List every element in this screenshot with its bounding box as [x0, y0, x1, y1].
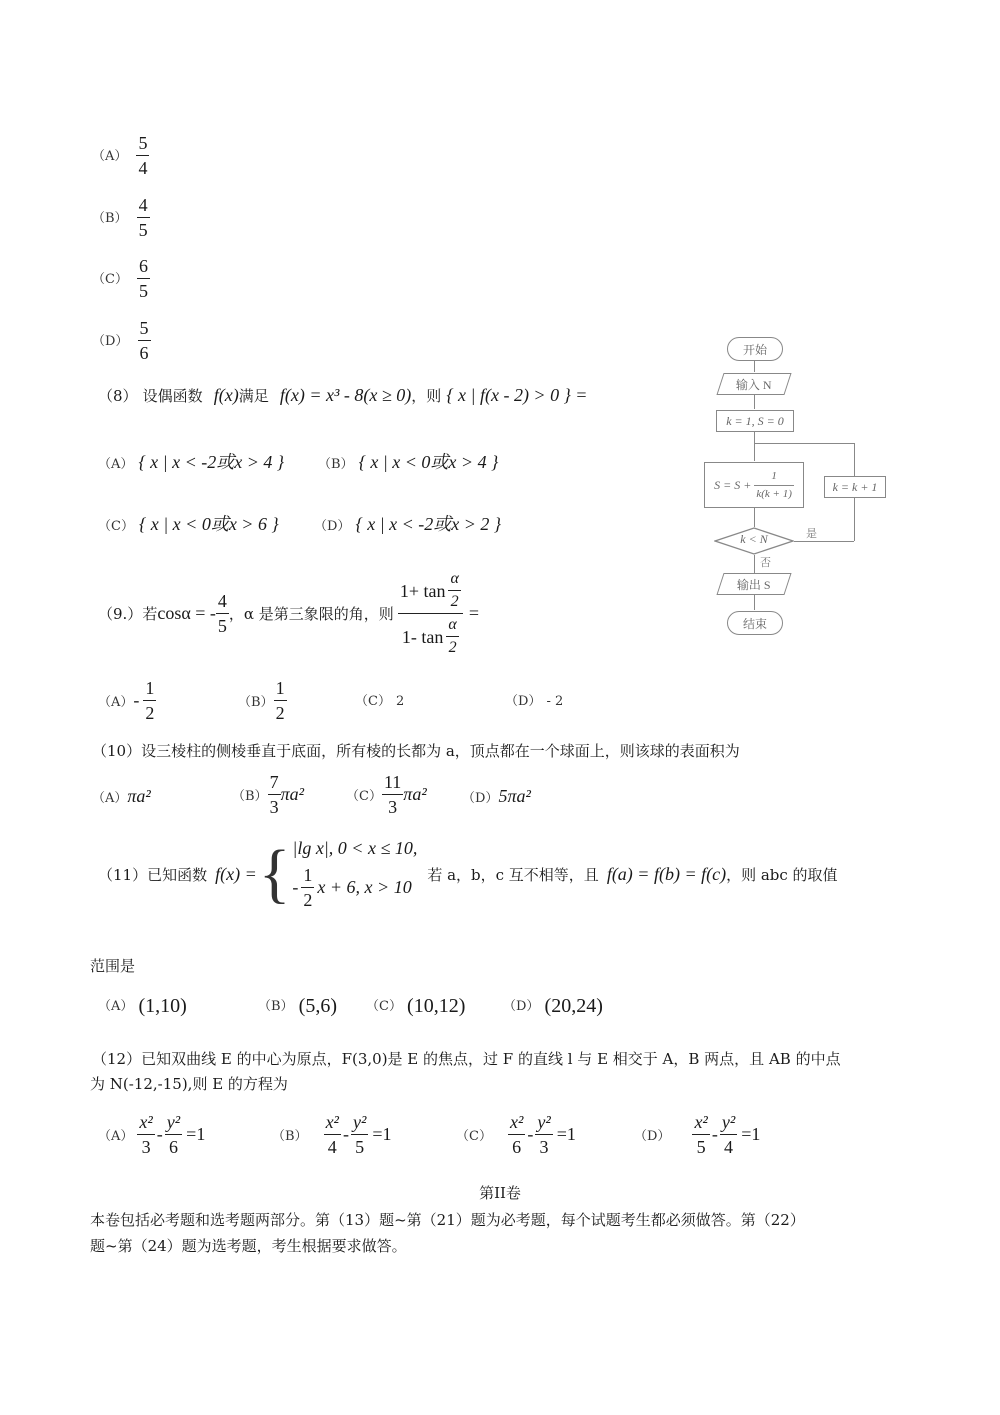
- option-label: （C）: [355, 694, 391, 709]
- question-number: （8）: [98, 387, 138, 405]
- q7-option-d: [92, 318, 151, 363]
- stem-text: ，α 是第三象限的角，则: [228, 605, 394, 623]
- option-label: （B）: [258, 999, 294, 1014]
- q12-stem-line2: 为 N(-12,-15),则 E 的方程为: [90, 1075, 288, 1093]
- option-value: 5πa²: [498, 786, 531, 806]
- option-label: （B）: [232, 789, 268, 804]
- piecewise-brace: {: [258, 837, 291, 910]
- stem-text: 若: [142, 605, 158, 623]
- flow-fraction: $\frac{1}{k(k + 1)}$: [756, 469, 792, 500]
- math-eq-chain: f(a) = f(b) = f(c): [606, 863, 727, 884]
- option-label: （A）: [92, 791, 128, 806]
- flow-process: [704, 462, 804, 508]
- option-value: (5,6): [298, 995, 337, 1017]
- option-value: - 2: [546, 694, 564, 709]
- flow-input: [716, 373, 791, 395]
- q8-option-b: [318, 448, 498, 474]
- option-label: （D）: [314, 519, 351, 534]
- stem-text: ，则 abc 的取值: [726, 865, 838, 884]
- case-2: - $\frac{1}{2}$ x + 6, x > 10: [292, 865, 412, 910]
- piecewise-cases: [292, 838, 417, 910]
- flow-label: k = 1, S = 0: [726, 413, 784, 428]
- big-fraction: 1+ tan $\frac{\alpha}{2}$ 1- tan $\frac{\alpha}{2}$: [398, 570, 463, 657]
- option-value: 2: [396, 694, 405, 709]
- option-label: （D）: [462, 791, 499, 806]
- q12-option-b: （B） $\frac{\text{x²}}{4}$ - $\frac{\text{y²}}{5}$ =1: [272, 1112, 392, 1157]
- option-label: （A）: [98, 457, 134, 472]
- case-1: |lg x|, 0 < x ≤ 10,: [292, 838, 418, 858]
- flow-loop-line: [754, 443, 854, 444]
- fraction: $\frac{11}{3}$: [383, 772, 402, 817]
- q9-option-d: [505, 690, 563, 709]
- stem-text: 已知函数: [147, 865, 208, 884]
- math-fx: f(x) =: [215, 863, 257, 884]
- math-equation: f(x) = x³ - 8(x ≥ 0): [279, 385, 412, 405]
- q8-option-c: [98, 510, 279, 536]
- option-label: （C）: [92, 272, 128, 287]
- option-label: （B）: [318, 457, 354, 472]
- q8-option-a: [98, 448, 284, 474]
- q11-option-a: [98, 995, 187, 1018]
- fraction: $\frac{4}{5}$: [138, 195, 148, 240]
- option-value: (20,24): [544, 995, 603, 1017]
- flow-arrow: [754, 594, 755, 610]
- fraction: $\frac{7}{3}$: [269, 772, 279, 817]
- option-value: πa²: [127, 786, 151, 806]
- q11-stem-line2: 范围是: [90, 957, 136, 975]
- q9-option-a: （A） - $\frac{1}{2}$: [98, 678, 155, 723]
- fraction: $\frac{4}{5}$: [217, 591, 227, 636]
- stem-text: 设偶函数: [142, 387, 203, 405]
- q9-stem: [98, 570, 479, 657]
- flow-label: S = S +: [714, 477, 752, 492]
- option-value: { x | x < -2或x > 4 }: [138, 452, 285, 472]
- option-label: （C）: [346, 789, 382, 804]
- option-value: { x | x < -2或x > 2 }: [355, 514, 502, 534]
- option-label: （A）: [98, 695, 134, 710]
- flow-increment: [824, 476, 886, 498]
- option-label: （B）: [92, 211, 128, 226]
- q9-option-c: [355, 690, 404, 709]
- option-value: { x | x < 0或x > 4 }: [358, 452, 499, 472]
- option-label: （D）: [505, 694, 542, 709]
- stem-text: 满足: [238, 387, 269, 405]
- q10-option-d: [462, 786, 531, 807]
- flow-decision-label: k < N: [740, 532, 768, 546]
- flow-label: 输出 S: [737, 577, 771, 592]
- q12-option-a: （A） $\frac{\text{x²}}{3}$ - $\frac{\text{y²}}{6}$ =1: [98, 1112, 206, 1157]
- q11-stem: [98, 838, 838, 910]
- flow-loop-line: [854, 443, 855, 476]
- option-label: （C）: [456, 1129, 492, 1144]
- stem-text: 若 a，b，c 互不相等，且: [427, 865, 599, 884]
- q10-option-c: （C） $\frac{11}{3}$ πa²: [346, 772, 427, 817]
- q7-option-c: [92, 256, 150, 301]
- flow-label: k = k + 1: [832, 479, 878, 494]
- math-fx: f(x): [213, 385, 239, 405]
- flow-arrow: [754, 507, 755, 527]
- q9-option-b: [238, 678, 287, 723]
- flow-loop-line: [854, 497, 855, 541]
- option-label: （A）: [92, 149, 128, 164]
- q11-option-b: [258, 995, 337, 1018]
- flow-init: [716, 410, 794, 432]
- option-label: （A）: [98, 1129, 134, 1144]
- math-cos: cosα = -: [157, 603, 216, 623]
- option-label: （D）: [503, 999, 540, 1014]
- option-value: (10,12): [407, 995, 466, 1017]
- q12-option-c: （C） $\frac{\text{x²}}{6}$ - $\frac{\text{y²}}{3}$ =1: [456, 1112, 576, 1157]
- flow-arrow: [754, 394, 755, 409]
- flow-arrow: [754, 431, 755, 461]
- flow-arrow: [754, 555, 755, 573]
- option-value: (1,10): [138, 995, 187, 1017]
- q10-option-a: [92, 786, 151, 807]
- fraction: $\frac{5}{6}$: [139, 318, 149, 363]
- fraction: $\frac{5}{4}$: [138, 133, 148, 178]
- q10-option-b: （B） $\frac{7}{3}$ πa²: [232, 772, 304, 817]
- flow-start: [727, 337, 783, 361]
- option-label: （B）: [238, 695, 274, 710]
- option-label: （C）: [98, 519, 134, 534]
- flow-yes-label: 是: [806, 527, 817, 540]
- flow-label: 结束: [742, 616, 767, 631]
- option-label: （D）: [92, 334, 129, 349]
- flow-output: [716, 573, 791, 595]
- q12-option-d: （D） $\frac{\text{x²}}{5}$ - $\frac{\text{y²}}{4}$ =1: [634, 1112, 761, 1157]
- flowchart: [700, 335, 900, 645]
- section-intro-line1: 本卷包括必考题和选考题两部分。第（13）题~第（21）题为必考题，每个试题考生都必须做答。第（22）: [90, 1211, 805, 1229]
- flow-label: 输入 N: [736, 377, 772, 392]
- question-number: （9.）: [98, 605, 143, 623]
- q11-option-d: [503, 995, 603, 1018]
- question-number: （11）: [98, 865, 148, 884]
- option-value: { x | x < 0或x > 6 }: [139, 514, 279, 534]
- math-set-expression: { x | f(x - 2) > 0 } =: [446, 385, 588, 405]
- q10-stem: （10）设三棱柱的侧棱垂直于底面，所有棱的长都为 a，顶点都在一个球面上，则该球的表面积为: [92, 742, 740, 760]
- q11-option-c: [366, 995, 465, 1018]
- flow-yes-line: [794, 541, 854, 542]
- flow-label: 开始: [742, 342, 767, 357]
- option-label: （D）: [634, 1129, 671, 1144]
- stem-text: ，则: [411, 387, 442, 405]
- flow-no-label: 否: [760, 556, 771, 569]
- fraction: $\frac{1}{2}$: [145, 678, 155, 723]
- option-label: （B）: [272, 1129, 308, 1144]
- equals: =: [468, 603, 480, 623]
- q7-option-a: [92, 133, 149, 178]
- q7-option-b: [92, 195, 150, 240]
- flow-arrow: [754, 360, 755, 372]
- section-intro-line2: 题~第（24）题为选考题，考生根据要求做答。: [90, 1237, 407, 1255]
- fraction: $\frac{1}{2}$: [275, 678, 285, 723]
- q12-stem-line1: （12）已知双曲线 E 的中心为原点，F(3,0)是 E 的焦点，过 F 的直线 l 与 E 相交于 A，B 两点，且 AB 的中点: [92, 1050, 841, 1068]
- fraction: $\frac{6}{5}$: [139, 256, 149, 301]
- q8-option-d: [314, 510, 501, 536]
- option-label: （C）: [366, 999, 402, 1014]
- option-label: （A）: [98, 999, 134, 1014]
- section-title: 第II卷: [479, 1184, 521, 1202]
- q8-stem: [98, 385, 587, 406]
- flow-end: [727, 611, 783, 635]
